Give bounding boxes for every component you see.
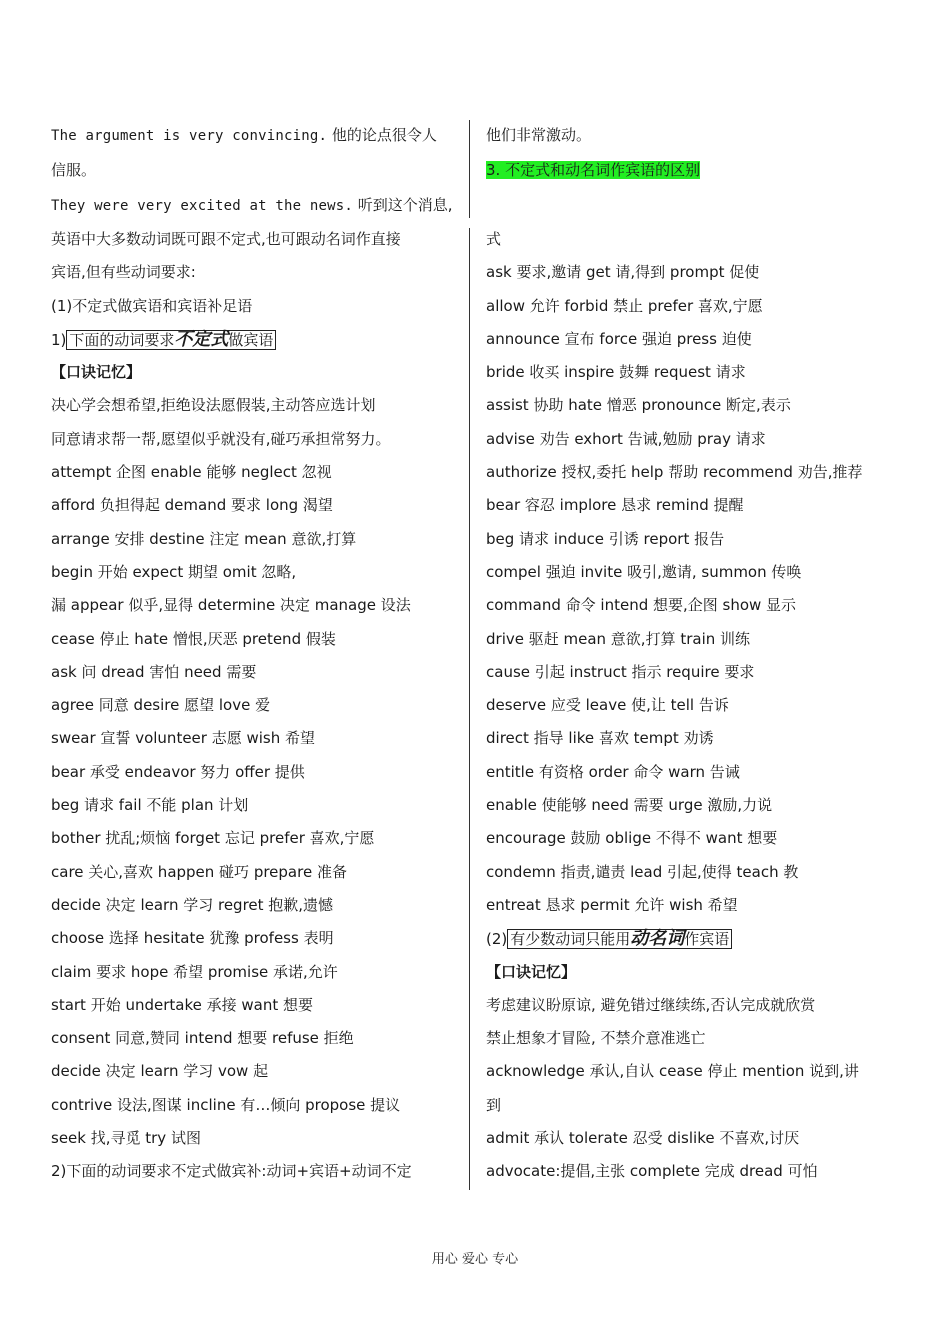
mnemonic-line: 决心学会想希望,拒绝设法愿假装,主动答应选计划	[51, 396, 376, 415]
section-heading	[486, 153, 896, 188]
verb-entry: cease 停止 hate 憎恨,厌恶 pretend 假装	[51, 629, 336, 648]
verb-entry: consent 同意,赞同 intend 想要 refuse 拒绝	[51, 1029, 354, 1048]
verb-entry: seek 找,寻觅 try 试图	[51, 1129, 201, 1148]
section-heading: (1)不定式做宾语和宾语补足语	[51, 296, 253, 315]
text-line: 信服。	[51, 161, 97, 179]
verb-entry: compel 强迫 invite 吸引,邀请, summon 传唤	[486, 562, 802, 581]
mnemonic-line: 禁止想象才冒险, 不禁介意准逃亡	[486, 1029, 706, 1048]
verb-entry: enable 使能够 need 需要 urge 激励,力说	[486, 796, 773, 815]
highlighted-heading: 3. 不定式和动名词作宾语的区别	[486, 161, 701, 179]
verb-entry: claim 要求 hope 希望 promise 承诺,允许	[51, 962, 338, 981]
text-line: advocate:提倡,主张 complete 完成 dread 可怕	[486, 1162, 818, 1181]
verb-entry: ask 要求,邀请 get 请,得到 prompt 促使	[486, 263, 760, 282]
verb-entry: encourage 鼓励 oblige 不得不 want 想要	[486, 829, 778, 848]
verb-entry: entreat 恳求 permit 允许 wish 希望	[486, 895, 738, 914]
subsection-heading: (2) 有少数动词只能用动名词作宾语	[486, 922, 896, 955]
text-line: 他们非常激动。	[486, 126, 592, 144]
verb-entry: bear 容忍 implore 恳求 remind 提醒	[486, 496, 744, 515]
page-footer: 用心 爱心 专心	[431, 1252, 519, 1267]
verb-entry: afford 负担得起 demand 要求 long 渴望	[51, 496, 333, 515]
verb-entry: decide 决定 learn 学习 vow 起	[51, 1062, 269, 1081]
subsection-heading: 1) 下面的动词要求不定式做宾语	[51, 323, 461, 356]
verb-entry: condemn 指责,谴责 lead 引起,使得 teach 教	[486, 862, 799, 881]
verb-entry: beg 请求 induce 引诱 report 报告	[486, 529, 725, 548]
mnemonic-title: 【口诀记忆】	[51, 363, 142, 382]
verb-entry: deserve 应受 leave 使,让 tell 告诉	[486, 696, 729, 715]
verb-entry: bother 扰乱;烦恼 forget 忘记 prefer 喜欢,宁愿	[51, 829, 375, 848]
verb-entry: assist 协助 hate 憎恶 pronounce 断定,表示	[486, 396, 791, 415]
left-column	[51, 118, 461, 1189]
boxed-heading: 有少数动词只能用动名词作宾语	[507, 929, 732, 949]
column-divider	[469, 228, 470, 1190]
verb-entry: care 关心,喜欢 happen 碰巧 prepare 准备	[51, 862, 347, 881]
text-line: admit 承认 tolerate 忍受 dislike 不喜欢,讨厌	[486, 1129, 800, 1148]
verb-entry: 漏 appear 似乎,显得 determine 决定 manage 设法	[51, 596, 411, 615]
verb-entry: drive 驱赶 mean 意欲,打算 train 训练	[486, 629, 751, 648]
text-line: 式	[486, 230, 502, 248]
verb-entry: ask 问 dread 害怕 need 需要	[51, 662, 257, 681]
mnemonic-title: 【口诀记忆】	[486, 962, 577, 981]
verb-entry: cause 引起 instruct 指示 require 要求	[486, 662, 755, 681]
text-line: 英语中大多数动词既可跟不定式,也可跟动名词作直接	[51, 230, 401, 248]
verb-entry: start 开始 undertake 承接 want 想要	[51, 995, 314, 1014]
verb-entry: announce 宣布 force 强迫 press 迫使	[486, 329, 752, 348]
verb-entry: beg 请求 fail 不能 plan 计划	[51, 796, 249, 815]
verb-entry: bride 收买 inspire 鼓舞 request 请求	[486, 363, 746, 382]
text-line: 宾语,但有些动词要求:	[51, 263, 196, 282]
text-line: They were very excited at the news. 听到这个消息,	[51, 196, 453, 214]
boxed-heading: 下面的动词要求不定式做宾语	[66, 330, 276, 350]
mnemonic-line: 考虑建议盼原谅, 避免错过继续练,否认完成就欣赏	[486, 995, 816, 1014]
verb-entry: command 命令 intend 想要,企图 show 显示	[486, 596, 797, 615]
verb-entry: choose 选择 hesitate 犹豫 profess 表明	[51, 929, 334, 948]
mnemonic-line: 同意请求帮一帮,愿望似乎就没有,碰巧承担常努力。	[51, 429, 391, 448]
text-line: 2)下面的动词要求不定式做宾补:动词+宾语+动词不定	[51, 1162, 412, 1181]
spacer	[486, 188, 896, 223]
verb-entry: agree 同意 desire 愿望 love 爱	[51, 696, 271, 715]
right-column	[486, 118, 896, 1189]
verb-list	[51, 456, 461, 1155]
verb-entry: allow 允许 forbid 禁止 prefer 喜欢,宁愿	[486, 296, 763, 315]
verb-entry: direct 指导 like 喜欢 tempt 劝诱	[486, 729, 714, 748]
verb-list	[486, 256, 896, 922]
verb-entry: bear 承受 endeavor 努力 offer 提供	[51, 762, 305, 781]
verb-entry: begin 开始 expect 期望 omit 忽略,	[51, 562, 297, 581]
verb-entry: authorize 授权,委托 help 帮助 recommend 劝告,推荐	[486, 463, 863, 482]
verb-entry: advise 劝告 exhort 告诫,勉励 pray 请求	[486, 429, 766, 448]
verb-entry: entitle 有资格 order 命令 warn 告诫	[486, 762, 740, 781]
verb-entry: arrange 安排 destine 注定 mean 意欲,打算	[51, 529, 357, 548]
column-divider	[469, 120, 470, 218]
text-line: The argument is very convincing. 他的论点很令人	[51, 126, 437, 144]
text-line: 到	[486, 1095, 502, 1114]
verb-entry: attempt 企图 enable 能够 neglect 忽视	[51, 463, 332, 482]
verb-entry: decide 决定 learn 学习 regret 抱歉,遗憾	[51, 895, 334, 914]
verb-entry: swear 宣誓 volunteer 志愿 wish 希望	[51, 729, 316, 748]
verb-entry: contrive 设法,图谋 incline 有…倾向 propose 提议	[51, 1095, 401, 1114]
text-line: acknowledge 承认,自认 cease 停止 mention 说到,讲	[486, 1062, 859, 1081]
